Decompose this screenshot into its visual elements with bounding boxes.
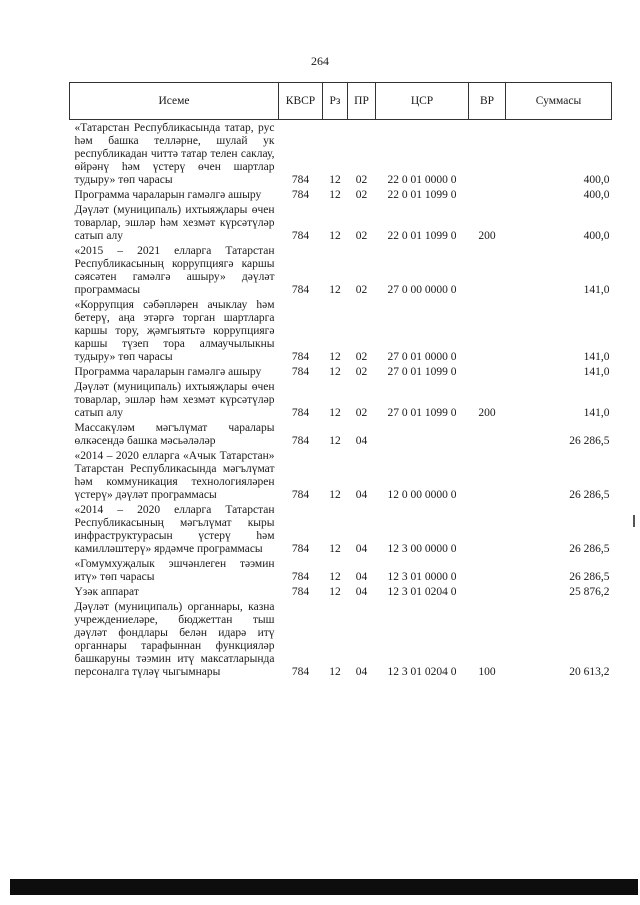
cell-rz: 12: [329, 571, 341, 583]
cell-csr: 12 3 00 0000 0: [387, 543, 457, 555]
table-row: [70, 202, 612, 243]
cell-vr: 200: [478, 407, 496, 419]
cell-name: «Гомумхуҗалык эшчәнлеген тәэмин итү» төп чарасы: [74, 558, 275, 583]
cell-sum: 26 286,5: [569, 543, 610, 555]
header-pr: ПР: [348, 83, 376, 120]
cell-kvsr: 784: [291, 174, 310, 186]
scan-edge-mark: [633, 515, 635, 527]
cell-sum: 141,0: [583, 284, 610, 296]
cell-sum: 26 286,5: [569, 571, 610, 583]
cell-csr: 27 0 01 1099 0: [387, 407, 457, 419]
cell-pr: 02: [355, 230, 368, 242]
table-row: [70, 556, 612, 584]
cell-rz: 12: [329, 543, 341, 555]
cell-vr: [469, 584, 506, 599]
cell-vr: [469, 297, 506, 364]
budget-table: [69, 82, 612, 679]
scan-bottom-bar: [10, 879, 638, 895]
cell-rz: 12: [329, 407, 341, 419]
cell-kvsr: 784: [291, 284, 310, 296]
cell-vr: [469, 556, 506, 584]
table-header-row: [70, 83, 612, 120]
cell-vr: 100: [478, 666, 496, 678]
page-number: 264: [311, 54, 329, 68]
cell-sum: 26 286,5: [569, 435, 610, 447]
table-row: [70, 420, 612, 448]
cell-vr: [469, 420, 506, 448]
cell-kvsr: 784: [291, 666, 310, 678]
table-row: [70, 243, 612, 297]
cell-csr: 22 0 01 1099 0: [387, 189, 457, 201]
cell-kvsr: 784: [291, 435, 310, 447]
header-csr: ЦСР: [376, 83, 469, 120]
cell-csr: 27 0 01 1099 0: [387, 366, 457, 378]
cell-name: «2014 – 2020 елларга «Ачык Татарстан» Татарстан Республикасында мәгълүмат һәм коммуникация технологияләрен үстерү» дәүләт программасы: [74, 450, 275, 501]
cell-pr: 04: [355, 489, 368, 501]
cell-kvsr: 784: [291, 586, 310, 598]
cell-kvsr: 784: [291, 189, 310, 201]
cell-pr: 04: [355, 586, 368, 598]
cell-name: «2015 – 2021 елларга Татарстан Республикасының коррупциягә каршы сәясәтен гамәлгә ашыру» дәүләт программасы: [74, 245, 275, 296]
table-row: [70, 297, 612, 364]
cell-vr: 200: [478, 230, 496, 242]
cell-name: Дәүләт (муниципаль) органнары, казна учреждениеләре, бюджеттан тыш дәүләт фондлары белән идарә итү органнары тарафыннан функцияләр башкаруны тәэмин итү максатларында персоналга түләү чыгымнары: [74, 601, 275, 678]
cell-pr: 04: [355, 666, 368, 678]
cell-rz: 12: [329, 489, 341, 501]
cell-name: Массакүләм мәгълүмат чаралары өлкәсендә башка мәсьәләләр: [74, 422, 275, 447]
cell-vr: [469, 448, 506, 502]
cell-name: Дәүләт (муниципаль) ихтыяҗлары өчен товарлар, эшләр һәм хезмәт күрсәтүләр сатып алу: [74, 204, 275, 242]
cell-rz: 12: [329, 351, 341, 363]
cell-sum: 141,0: [583, 351, 610, 363]
cell-kvsr: 784: [291, 571, 310, 583]
cell-kvsr: 784: [291, 366, 310, 378]
cell-rz: 12: [329, 284, 341, 296]
cell-sum: 400,0: [583, 174, 610, 186]
cell-vr: [469, 502, 506, 556]
table-row: [70, 379, 612, 420]
cell-csr: 27 0 01 0000 0: [387, 351, 457, 363]
cell-pr: 04: [355, 543, 368, 555]
cell-name: Программа чараларын гамәлгә ашыру: [74, 366, 262, 378]
table-row: [70, 448, 612, 502]
cell-rz: 12: [329, 366, 341, 378]
cell-sum: 141,0: [583, 407, 610, 419]
cell-kvsr: 784: [291, 407, 310, 419]
cell-vr: [469, 243, 506, 297]
header-sum: Суммасы: [506, 83, 612, 120]
cell-csr: 22 0 01 1099 0: [387, 230, 457, 242]
cell-csr: 12 3 01 0204 0: [387, 586, 457, 598]
cell-pr: 04: [355, 435, 368, 447]
cell-rz: 12: [329, 174, 341, 186]
cell-rz: 12: [329, 435, 341, 447]
table-body: [70, 120, 612, 680]
cell-pr: 02: [355, 174, 368, 186]
cell-kvsr: 784: [291, 489, 310, 501]
cell-csr: 12 0 00 0000 0: [387, 489, 457, 501]
table-row: [70, 120, 612, 188]
cell-csr: 12 3 01 0000 0: [387, 571, 457, 583]
cell-sum: 400,0: [583, 189, 610, 201]
cell-pr: 02: [355, 366, 368, 378]
cell-sum: 26 286,5: [569, 489, 610, 501]
table-row: [70, 364, 612, 379]
cell-name: «2014 – 2020 елларга Татарстан Республикасының мәгълүмат кыры инфраструктурасын үстерү һәм камилләштерү» ярдәмче программасы: [74, 504, 275, 555]
table-row: [70, 502, 612, 556]
cell-vr: [469, 120, 506, 188]
cell-name: «Коррупция сәбәпләрен ачыклау һәм бетерү, аңа этәргә торган шартларга каршы тору, җәмгыятьтә коррупциягә каршы түзеп тора алмаучылыкны тудыру» төп чарасы: [74, 299, 275, 363]
header-rz: Рз: [323, 83, 348, 120]
cell-csr: 27 0 00 0000 0: [387, 284, 457, 296]
cell-rz: 12: [329, 666, 341, 678]
cell-pr: 02: [355, 407, 368, 419]
cell-pr: 02: [355, 284, 368, 296]
table-row: [70, 187, 612, 202]
cell-sum: 400,0: [583, 230, 610, 242]
cell-rz: 12: [329, 189, 341, 201]
cell-kvsr: 784: [291, 543, 310, 555]
cell-name: «Татарстан Республикасында татар, рус һәм башка телләрне, шулай ук республикадан читтә татар телен саклау, өйрәнү һәм үстерү өчен шартлар тудыру» төп чарасы: [74, 122, 275, 186]
cell-name: Дәүләт (муниципаль) ихтыяҗлары өчен товарлар, эшләр һәм хезмәт күрсәтүләр сатып алу: [74, 381, 275, 419]
cell-rz: 12: [329, 586, 341, 598]
header-kvsr: КВСР: [279, 83, 323, 120]
cell-kvsr: 784: [291, 351, 310, 363]
cell-rz: 12: [329, 230, 341, 242]
cell-csr: [376, 420, 469, 448]
cell-vr: [469, 187, 506, 202]
cell-pr: 04: [355, 571, 368, 583]
cell-sum: 141,0: [583, 366, 610, 378]
cell-csr: 12 3 01 0204 0: [387, 666, 457, 678]
cell-sum: 25 876,2: [569, 586, 610, 598]
cell-pr: 02: [355, 351, 368, 363]
table-row: [70, 584, 612, 599]
header-vr: ВР: [469, 83, 506, 120]
cell-vr: [469, 364, 506, 379]
cell-name: Үзәк аппарат: [74, 586, 139, 598]
cell-kvsr: 784: [291, 230, 310, 242]
cell-name: Программа чараларын гамәлгә ашыру: [74, 189, 262, 201]
cell-sum: 20 613,2: [569, 666, 610, 678]
table-row: [70, 599, 612, 679]
header-name: Исеме: [70, 83, 279, 120]
cell-pr: 02: [355, 189, 368, 201]
cell-csr: 22 0 01 0000 0: [387, 174, 457, 186]
